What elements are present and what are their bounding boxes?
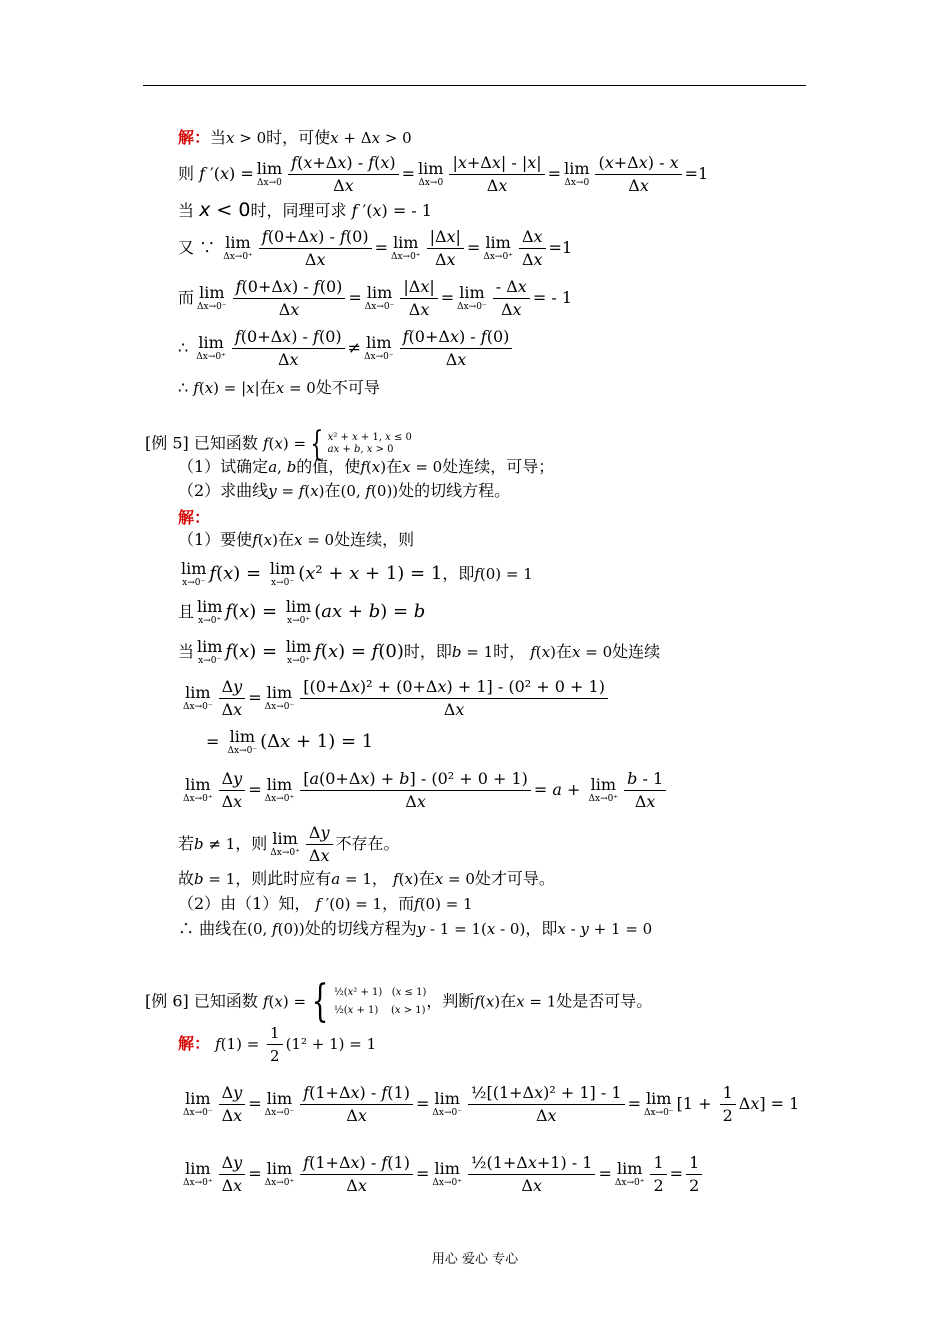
example5-solution-2: lim x→0⁻ f(x) = lim x→0⁻ (x² + x + 1) = 1，即f(0) = 1 — [181, 559, 533, 588]
example5-question-1: （1）试确定a, b的值，使f(x)在x = 0处连续，可导； — [178, 457, 555, 476]
example6-solution-1: 解： f(1) = $\frac{1}{2}$ (1² + 1) = 1 — [178, 1024, 377, 1065]
header-rule — [143, 85, 806, 86]
solution-line-2: 则 f ′(x) = lim Δx→0 $\frac{f(x+\Delta x) - f(x)}{\Delta x}$ = lim Δx→0 $\frac{|x+\Delta x| - |x|}{\Delta x}$ = lim Δx→0 $\frac{(x+\Delta x) - x}{\Delta x}$ =1 — [178, 153, 709, 195]
example5-solution-6: = lim Δx→0⁻ (Δx + 1) = 1 — [206, 727, 374, 756]
example5-solution-8: 若b ≠ 1，则 lim Δx→0⁺ $\frac{\Delta y}{\Delta x}$ 不存在。 — [178, 823, 400, 865]
example5-solution-7: lim Δx→0⁺ $\frac{\Delta y}{\Delta x}$ = lim Δx→0⁺ $\frac{\text{[a(0+Δx) + b] - (0² + 0 + 1)}}{\Delta x}$ = a + lim Δx→0⁺ $\frac{b - 1}{\Delta x}$ — [180, 768, 669, 813]
example6-solution-3: lim Δx→0⁺ $\frac{\Delta y}{\Delta x}$ = lim Δx→0⁺ $\frac{f(1+\Delta x) - f(1)}{\Delta x}$ = lim Δx→0⁺ $\frac{\text{½(1+Δx+1) - 1}}{\Delta x}$ = lim Δx→0⁺ $\frac{1}{2}$ = $\frac{1}{2}$ — [180, 1152, 705, 1197]
example5-solution-label: 解： — [178, 508, 211, 527]
solution-line-4: 又 ∵ lim Δx→0⁺ $\frac{f(0+\Delta x) - f(0)}{\Delta x}$ = lim Δx→0⁺ $\frac{|\Delta x|}{\Delta x}$ = lim Δx→0⁺ $\frac{\Delta x}{\Delta x}$ =1 — [178, 227, 573, 269]
solution-line-5: 而 lim Δx→0⁻ $\frac{f(0+\Delta x) - f(0)}{\Delta x}$ = lim Δx→0⁻ $\frac{|\Delta x|}{\Delta x}$ = lim Δx→0⁻ $\frac{- \Delta x}{\Delta x}$ = - 1 — [178, 277, 572, 319]
example5-solution-10: （2）由（1）知， f ′(0) = 1，而f(0) = 1 — [178, 894, 473, 913]
example6-solution-2: lim Δx→0⁻ $\frac{\Delta y}{\Delta x}$ = lim Δx→0⁻ $\frac{f(1+\Delta x) - f(1)}{\Delta x}$ = lim Δx→0⁻ $\frac{\text{½[(1+Δx)² + 1] - 1}}{\Delta x}$ = lim Δx→0⁻ [1 + $\frac{1}{2}$ Δx] = 1 — [183, 1083, 800, 1125]
example5-solution-4: 当 lim x→0⁻ f(x) = lim x→0⁺ f(x) = f(0)时，即b = 1时， f(x)在x = 0处连续 — [178, 637, 661, 666]
example6-heading: [例 6] 已知函数 f(x) = { ½(x² + 1) (x ≤ 1) ½(x + 1) (x > 1)，判断f(x)在x = 1处是否可导。 — [145, 976, 653, 1027]
example5-solution-9: 故b = 1，则此时应有a = 1， f(x)在x = 0处才可导。 — [178, 869, 555, 888]
example5-heading: [例 5] 已知函数 f(x) = { x² + x + 1, x ≤ 0 ax + b, x > 0 — [145, 424, 412, 464]
solution-label: 解： — [178, 128, 211, 147]
solution-line-7: ∴ f(x) = |x|在x = 0处不可导 — [178, 378, 380, 397]
solution-line-1: 解：当x > 0时，可使x + Δx > 0 — [178, 128, 412, 147]
example5-solution-3: 且 lim x→0⁺ f(x) = lim x→0⁺ (ax + b) = b — [178, 597, 426, 626]
solution-line-3: 当 x < 0时，同理可求 f ′(x) = - 1 — [178, 199, 432, 221]
example5-solution-1: （1）要使f(x)在x = 0处连续，则 — [178, 530, 415, 549]
example5-question-2: （2）求曲线y = f(x)在(0, f(0))处的切线方程。 — [178, 481, 511, 500]
solution-line-6: ∴ lim Δx→0⁺ $\frac{f(0+\Delta x) - f(0)}{\Delta x}$ ≠ lim Δx→0⁻ $\frac{f(0+\Delta x) - f(0)}{\Delta x}$ — [178, 326, 515, 371]
page-footer: 用心 爱心 专心 — [431, 1252, 519, 1267]
example5-solution-5: lim Δx→0⁻ $\frac{\Delta y}{\Delta x}$ = lim Δx→0⁻ $\frac{\text{[(0+Δx)² + (0+Δx) + 1] - (0² + 0 + 1)}}{\Delta x}$ — [180, 676, 611, 721]
example5-solution-11: ∴ 曲线在(0, f(0))处的切线方程为y - 1 = 1(x - 0)，即x - y + 1 = 0 — [178, 919, 653, 938]
